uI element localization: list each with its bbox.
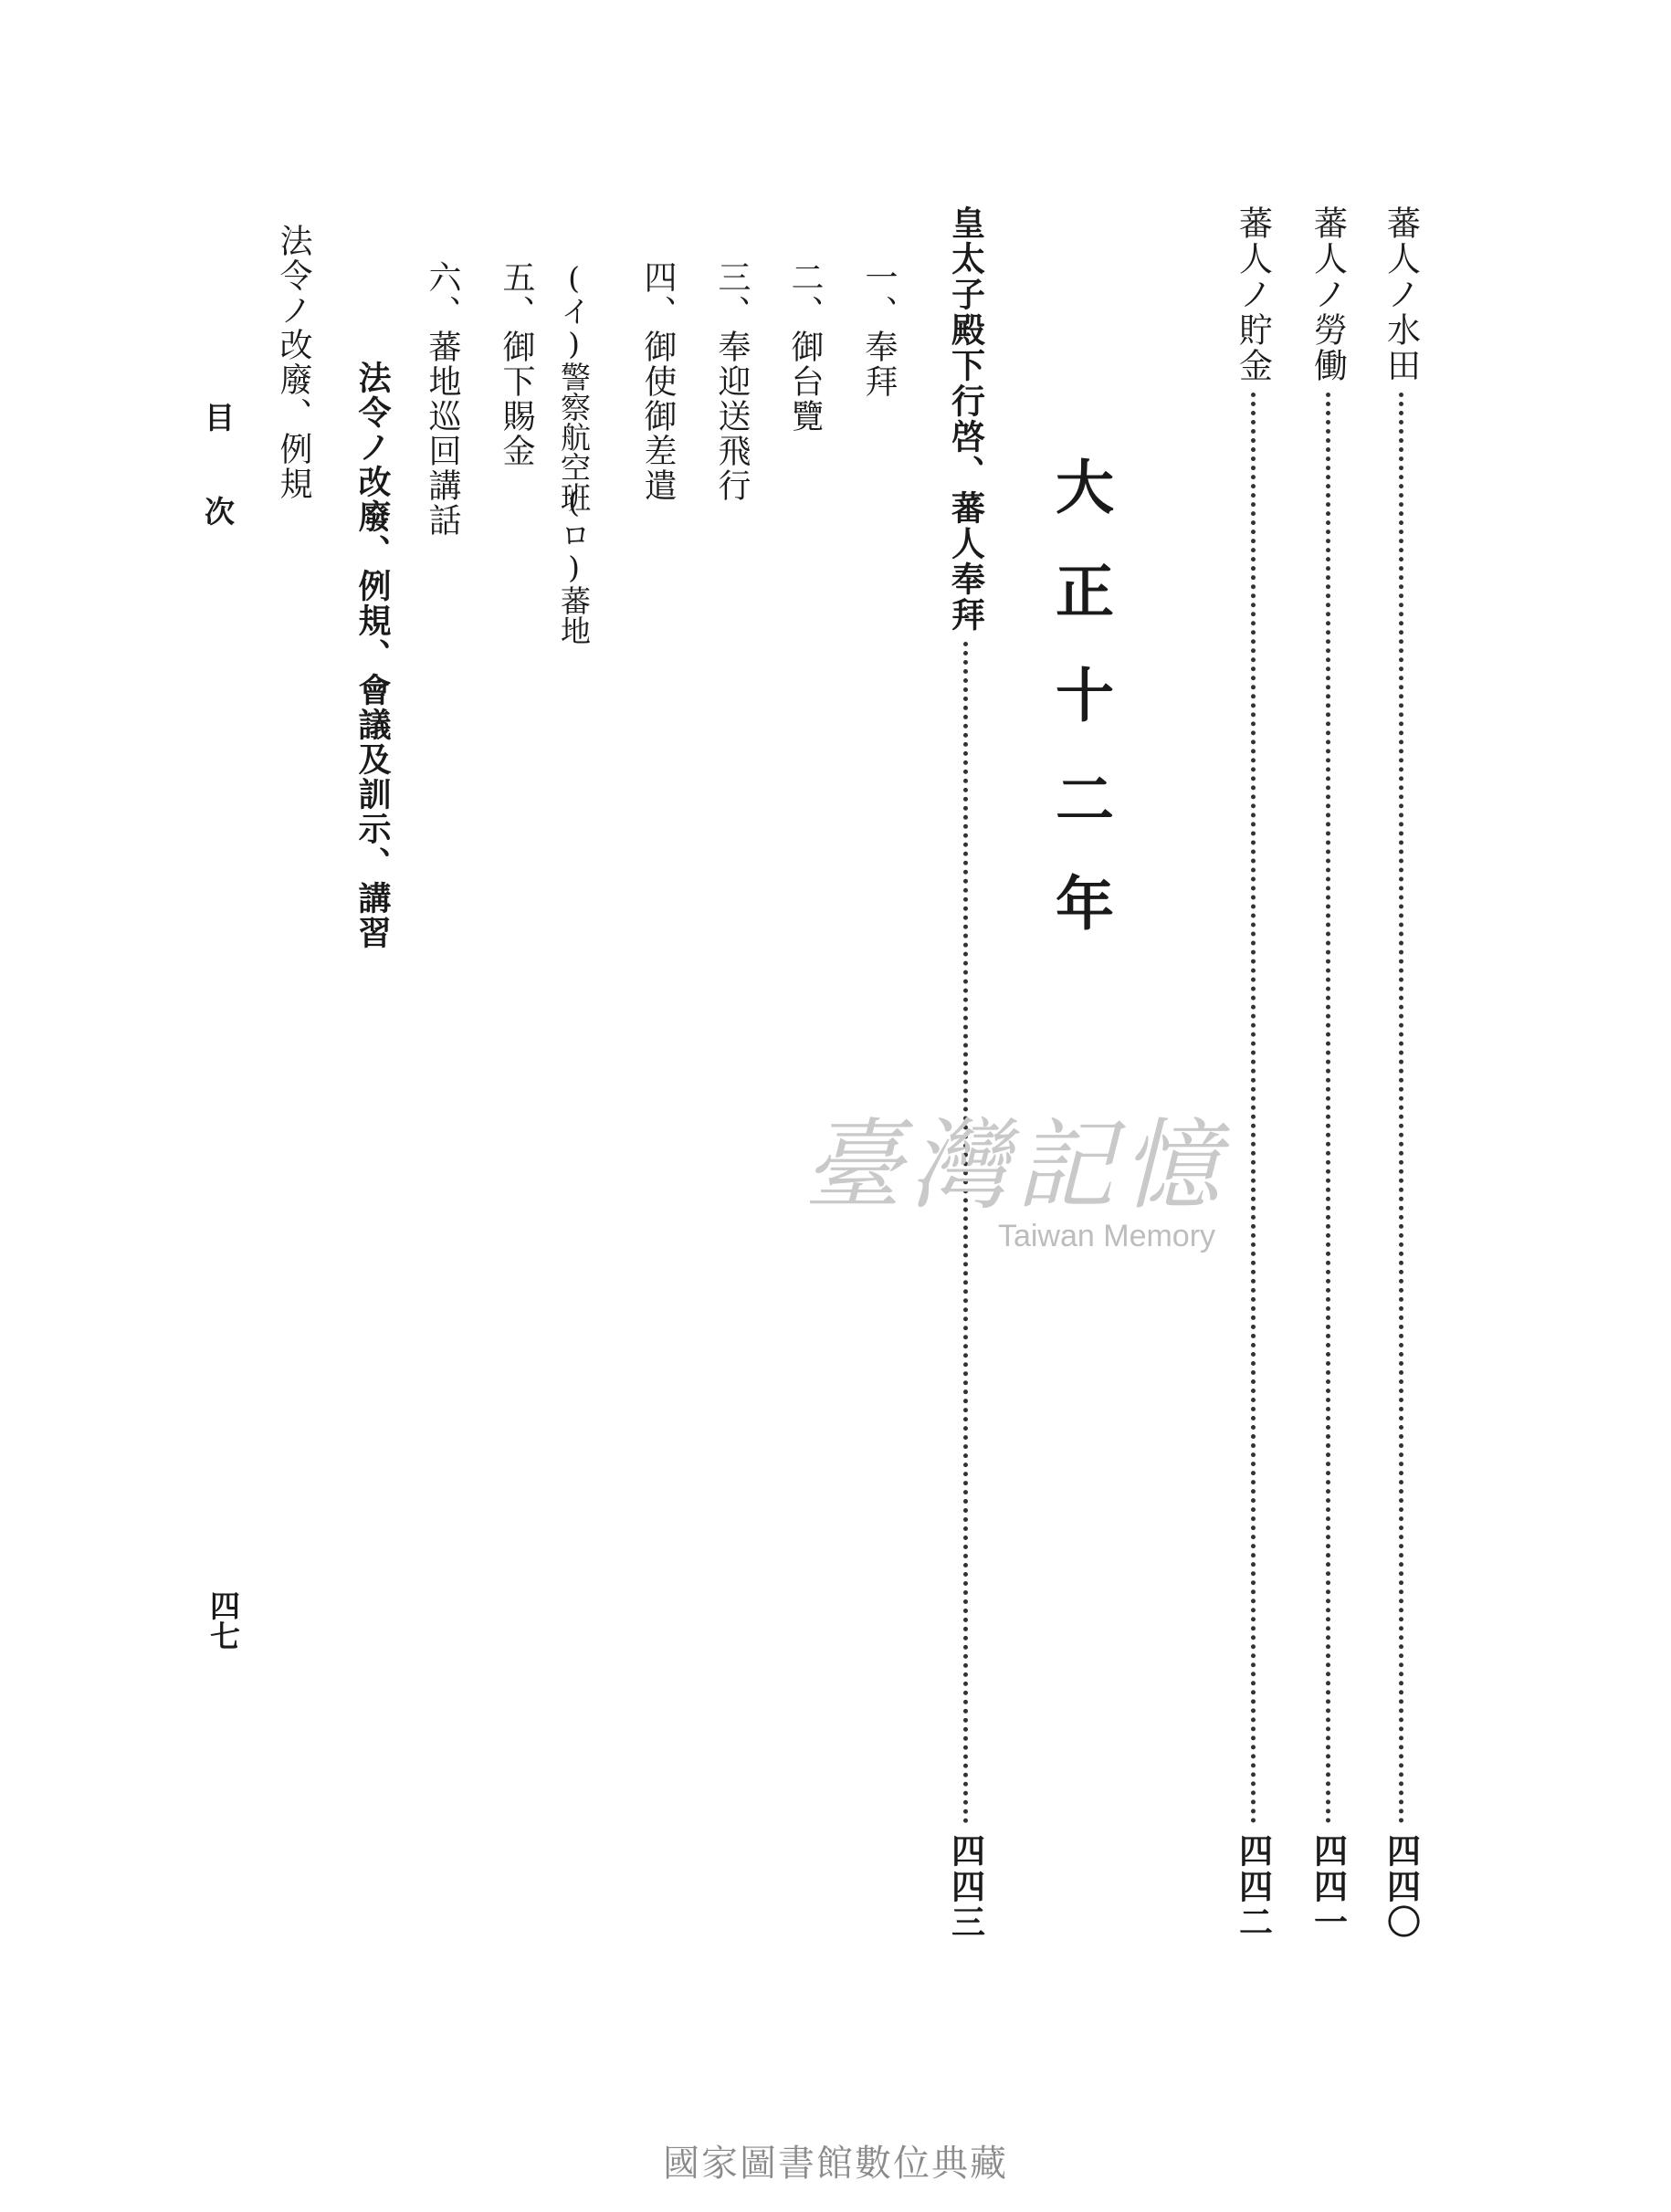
toc-section-title: 皇太子殿下行啓、蕃人奉拜: [945, 205, 986, 633]
toc-entry-page: 四四二: [1233, 1833, 1274, 1940]
toc-entry-paddy: [1379, 205, 1423, 1940]
watermark-en: Taiwan Memory: [997, 1219, 1216, 1253]
toc-section-page: 四四三: [945, 1833, 986, 1940]
year-heading: 大正十二年: [1046, 456, 1114, 977]
subitem-6: 六、蕃地巡回講話: [424, 260, 461, 538]
subitem-1: 一、奉拜: [860, 260, 898, 399]
subitem-4b: (ロ)蕃地: [556, 484, 592, 645]
toc-entry-title: 蕃人ノ水田: [1381, 205, 1421, 383]
leader-dots: [1251, 393, 1256, 1824]
subitem-5: 五、御下賜金: [498, 260, 535, 468]
running-head: 目次: [200, 402, 236, 590]
toc-section-crown-prince: [943, 205, 987, 1940]
section2-item: 法令ノ改廢、例規: [275, 224, 312, 501]
footer-credit: 國家圖書館數位典藏: [663, 2143, 1008, 2185]
leader-dots: [1399, 393, 1403, 1824]
watermark-cjk: 臺灣記憶: [804, 1109, 1228, 1223]
watermark: [804, 1086, 1227, 1254]
section2-heading: 法令ノ改廢、例規、會議及訓示、講習: [353, 361, 392, 950]
subitem-4: 四、御使御差遣: [639, 260, 677, 503]
toc-entry-page: 四四一: [1308, 1833, 1349, 1940]
toc-entry-title: 蕃人ノ貯金: [1233, 205, 1273, 383]
subitem-2: 二、御台覽: [786, 260, 824, 434]
toc-entry-page: 四四〇: [1381, 1833, 1422, 1940]
toc-entry-title: 蕃人ノ勞働: [1308, 205, 1348, 383]
toc-entry-savings: [1231, 205, 1275, 1940]
subitem-3: 三、奉迎送飛行: [713, 260, 751, 503]
leader-dots: [1326, 393, 1330, 1824]
toc-entry-labor: [1306, 205, 1350, 1940]
subitem-4a: (イ)警察航空班: [556, 260, 592, 512]
page-number: 四七: [205, 1590, 241, 1651]
